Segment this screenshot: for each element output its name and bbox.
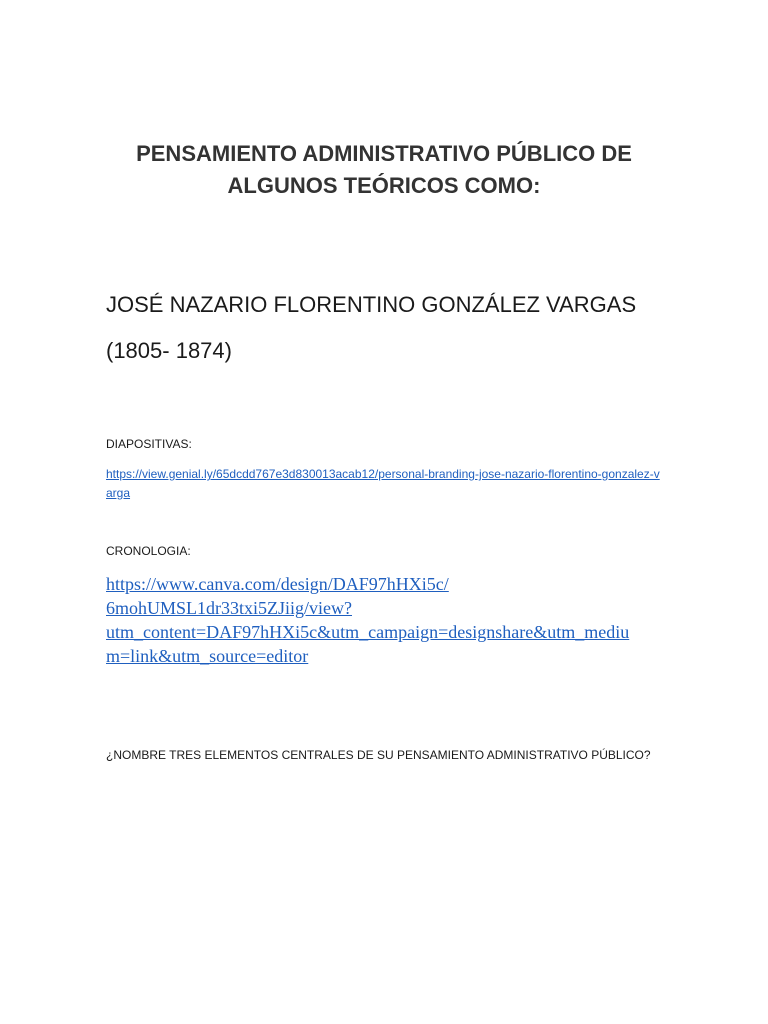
subject-name: JOSÉ NAZARIO FLORENTINO GONZÁLEZ VARGAS: [106, 292, 637, 317]
title-line-2: ALGUNOS TEÓRICOS COMO:: [227, 173, 541, 198]
chronology-link-line-2[interactable]: 6mohUMSL1dr33txi5ZJiig/view?: [106, 598, 352, 618]
document-title: [100, 138, 668, 202]
slides-link[interactable]: https://view.genial.ly/65dcdd767e3d830013acab12/personal-branding-jose-nazario-florentino-gonzalez-varga: [106, 467, 660, 500]
chronology-label: CRONOLOGIA:: [106, 544, 191, 558]
chronology-link-line-1[interactable]: https://www.canva.com/design/DAF97hHXi5c/: [106, 574, 449, 594]
title-line-1: PENSAMIENTO ADMINISTRATIVO PÚBLICO DE: [136, 141, 632, 166]
chronology-link-line-4[interactable]: m=link&utm_source=editor: [106, 646, 309, 666]
slides-label: DIAPOSITIVAS:: [106, 437, 192, 451]
question-text: ¿NOMBRE TRES ELEMENTOS CENTRALES DE SU PENSAMIENTO ADMINISTRATIVO PÚBLICO?: [106, 748, 651, 762]
chronology-link[interactable]: [106, 572, 666, 668]
subject-years: (1805- 1874): [106, 338, 232, 363]
chronology-link-line-3[interactable]: utm_content=DAF97hHXi5c&utm_campaign=designshare&utm_mediu: [106, 622, 630, 642]
